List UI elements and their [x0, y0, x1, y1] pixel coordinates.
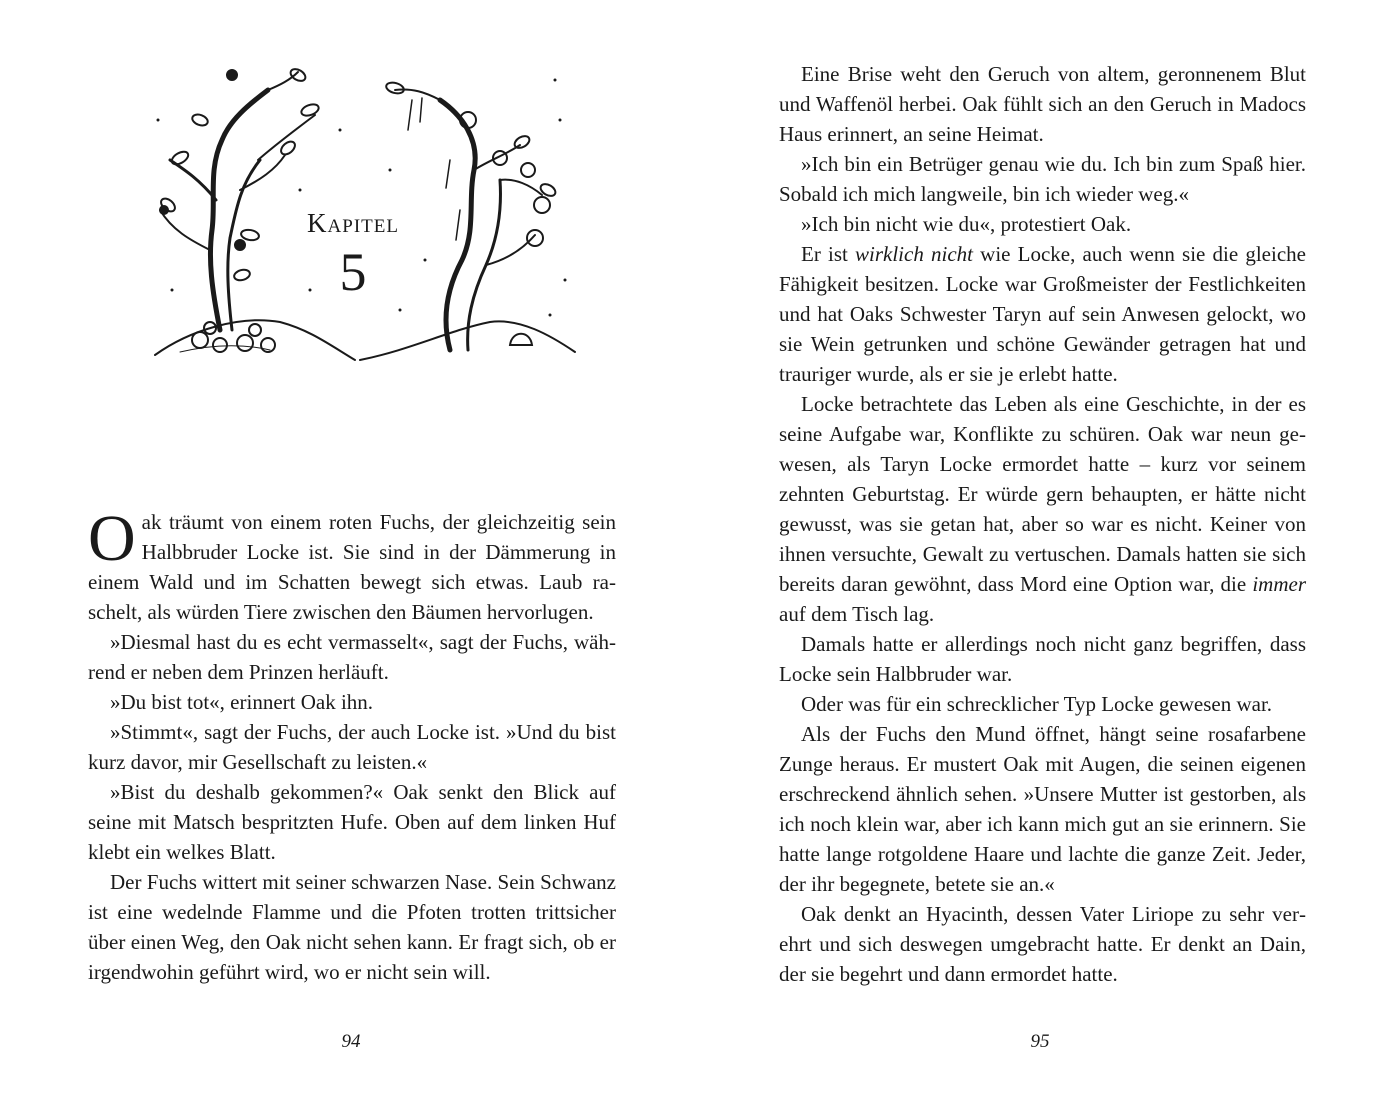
paragraph: Er ist wirklich nicht wie Locke, auch wenn sie die gleiche Fähigkeit besitzen. Locke war Großmeister der Festlichkeiten und hat Oaks Schwester Taryn auf sein Anwesen gelockt, wo sie Wein getrunken und schöne Gewänder getragen hat und trauriger wurde, als er sie je erlebt hatte.	[779, 242, 1306, 386]
page-number-left: 94	[341, 1031, 361, 1052]
right-page	[697, 0, 1394, 1104]
paragraph: »Stimmt«, sagt der Fuchs, der auch Locke ist. »Und du bist kurz davor, mir Gesellschaft zu leisten.«	[88, 720, 616, 774]
page-number-right: 95	[1030, 1031, 1050, 1052]
paragraph: Der Fuchs wittert mit seiner schwarzen Nase. Sein Schwanz ist eine wedelnde Flamme und die Pfoten trotten trittsicher über einen Weg, den Oak nicht sehen kann. Er fragt sich, ob er irgendwohin geführt wird, wo er nicht sein will.	[88, 870, 616, 984]
paragraph: Als der Fuchs den Mund öffnet, hängt seine rosafarbene Zunge heraus. Er mustert Oak mit Augen, die seinen eigenen erschreckend ähnlich sehen. »Unsere Mutter ist gestorben, als ich noch klein war, aber ich kann mich gut an sie erinnern. Sie hatte lange rotgoldene Haare und lachte die ganze Zeit. Jeder, der ihr begegnete, betete sie an.«	[779, 722, 1306, 896]
left-mound	[155, 320, 355, 360]
chapter-number: 5	[339, 242, 367, 302]
left-page-text	[88, 502, 616, 987]
paragraph: »Ich bin ein Betrüger genau wie du. Ich bin zum Spaß hier. Sobald ich mich langweile, bin ich wieder weg.«	[779, 152, 1306, 206]
drop-cap: O	[88, 502, 136, 575]
left-trunk	[210, 90, 268, 330]
paragraph: Locke betrachtete das Leben als eine Geschichte, in der es seine Aufgabe war, Konflikte zu schüren. Oak war neun gewesen, als Taryn Locke ermordet hatte – kurz vor seinem zehnten Geburtstag. Er würde gern behaupten, er hätte nicht gewusst, was sie getan hat, aber so war es nicht. Keiner von ihnen versuchte, Gewalt zu vertuschen. Damals hatten sie sich bereits daran gewöhnt, dass Mord eine Option war, die immer auf dem Tisch lag.	[779, 392, 1306, 626]
paragraph: »Du bist tot«, erinnert Oak ihn.	[110, 690, 374, 714]
emphasis: immer	[1252, 572, 1306, 596]
chapter-ornament	[150, 60, 580, 380]
paragraph: »Diesmal hast du es echt vermasselt«, sagt der Fuchs, während er neben dem Prinzen herläuft.	[88, 630, 616, 684]
paragraph: »Bist du deshalb gekommen?« Oak senkt den Blick auf seine mit Matsch bespritzten Hufe. Oben auf dem linken Huf klebt ein welkes Blatt.	[88, 780, 616, 864]
chapter-label: Kapitel	[307, 208, 399, 238]
paragraph: »Ich bin nicht wie du«, protestiert Oak.	[801, 212, 1132, 236]
paragraph: Oak träumt von einem roten Fuchs, der gleichzeitig sein Halbbruder Locke ist. Sie sind in der Dämmerung in einem Wald und im Schatten bewegt sich etwas. Laub raschelt, als würden Tiere zwischen den Bäumen hervorlugen.	[88, 502, 616, 624]
paragraph: Eine Brise weht den Geruch von altem, geronnenem Blut und Waffenöl herbei. Oak fühlt sich an den Geruch in Madocs Haus erinnert, an seine Heimat.	[779, 62, 1306, 146]
paragraph: Oder was für ein schrecklicher Typ Locke gewesen war.	[801, 692, 1273, 716]
paragraph: Damals hatte er allerdings noch nicht ganz begriffen, dass Locke sein Halbbruder war.	[779, 632, 1306, 686]
right-page-text	[779, 59, 1306, 989]
paragraph: Oak denkt an Hyacinth, dessen Vater Liriope zu sehr verehrt und sich deswegen umgebracht hatte. Er denkt an Dain, der sie begehrt und dann ermordet hatte.	[779, 902, 1306, 986]
emphasis: wirklich nicht	[855, 242, 973, 266]
